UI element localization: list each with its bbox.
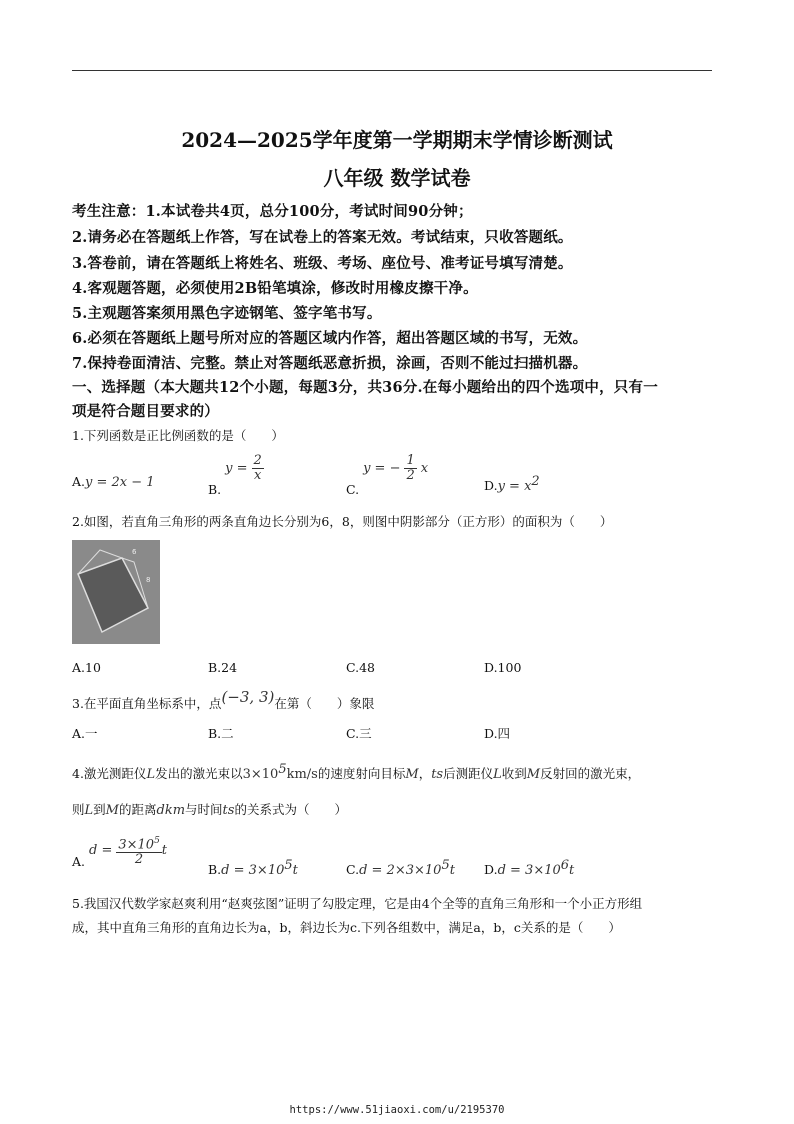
note-line: 7.保持卷面清洁、完整。禁止对答题纸恶意折损，涂画，否则不能过扫描机器。 xyxy=(72,355,588,372)
var-L: L xyxy=(84,803,94,818)
text: 反射回的激光束， xyxy=(540,766,641,782)
exam-subtitle: 八年级 数学试卷 xyxy=(323,166,471,190)
q3-option-b[interactable]: B.二 xyxy=(208,726,234,741)
var-t: t xyxy=(569,863,575,879)
q2-option-b[interactable]: B.24 xyxy=(208,660,238,675)
q3-stem-b: 在第（ ）象限 xyxy=(274,696,375,711)
option-label: D. xyxy=(484,478,498,494)
var-M: M xyxy=(405,767,419,783)
frac-num xyxy=(116,834,161,853)
header-rule xyxy=(72,70,712,71)
question-4-line1 xyxy=(72,762,640,782)
q1-option-a[interactable] xyxy=(72,474,155,490)
exponent: 5 xyxy=(278,762,287,777)
exponent: 5 xyxy=(154,836,160,846)
question-2-stem: 2.如图，若直角三角形的两条直角边长分别为6，8，则图中阴影部分（正方形）的面积为（ ） xyxy=(72,514,613,529)
option-label: C. xyxy=(346,482,360,497)
frac-den: 2 xyxy=(406,468,415,483)
text: 与时间 xyxy=(185,802,223,817)
exponent: 5 xyxy=(284,858,293,873)
var-L: L xyxy=(493,767,502,783)
note-line: 考生注意：1.本试卷共4页，总分100分，考试时间90分钟； xyxy=(72,203,473,220)
note-line: 6.必须在答题纸上题号所对应的答题区域内作答，超出答题区域的书写，无效。 xyxy=(72,330,588,347)
pythagoras-figure xyxy=(72,540,160,644)
option-label: B. xyxy=(208,862,222,878)
speed-value: 3×10 xyxy=(242,767,279,783)
shaded-square xyxy=(78,558,151,632)
text: 收到 xyxy=(501,766,527,782)
q1-option-d[interactable] xyxy=(484,474,540,494)
question-5-line2: 成，其中直角三角形的直角边长为a，b，斜边长为c.下列各组数中，满足a，b，c关系的是（ ） xyxy=(72,920,621,935)
note-line: 4.客观题答题，必须使用2B铅笔填涂，修改时用橡皮擦干净。 xyxy=(72,280,478,297)
question-4-line2 xyxy=(72,800,347,818)
q4-option-b[interactable] xyxy=(208,858,298,878)
frac-num: 1 xyxy=(406,453,415,468)
q1-d-formula: y = x xyxy=(497,479,532,495)
q1-option-c[interactable] xyxy=(346,453,429,497)
var-ts: ts xyxy=(222,803,235,818)
frac-den: 2 xyxy=(134,852,144,868)
question-1-stem: 1.下列函数是正比例函数的是（ ） xyxy=(72,428,284,443)
var-M: M xyxy=(105,803,119,818)
option-label: C. xyxy=(346,862,360,878)
q3-stem-a: 3.在平面直角坐标系中，点 xyxy=(72,696,222,711)
section-heading-cont: 项是符合题目要求的） xyxy=(72,403,219,420)
q4-a-lhs: d = xyxy=(89,843,113,859)
text: 发出的激光束以 xyxy=(155,766,243,782)
q1-c-lhs: y = − xyxy=(363,461,401,476)
q3-point: (−3, 3) xyxy=(221,688,275,706)
q3-option-a[interactable]: A.一 xyxy=(72,726,98,741)
text: 后测距仪 xyxy=(443,766,494,782)
q3-option-c[interactable]: C.三 xyxy=(346,726,372,741)
option-label: A. xyxy=(72,854,86,870)
text: ， xyxy=(418,766,432,782)
question-3-stem xyxy=(72,688,375,712)
var-L: L xyxy=(146,767,156,783)
q2-option-d[interactable]: D.100 xyxy=(484,660,522,675)
q4-d-formula: d = 3×10 xyxy=(497,863,561,879)
footer-url[interactable]: https://www.51jiaoxi.com/u/2195370 xyxy=(289,1104,505,1116)
text: 到 xyxy=(93,802,106,817)
frac-den: x xyxy=(253,468,262,483)
label-8: 8 xyxy=(146,576,151,584)
label-6: 6 xyxy=(132,548,137,556)
q2-option-c[interactable]: C.48 xyxy=(346,660,375,675)
q4-option-d[interactable] xyxy=(484,858,574,878)
text: 4.激光测距仪 xyxy=(72,766,147,782)
q1-option-b[interactable] xyxy=(208,453,264,497)
text: 的距离 xyxy=(118,802,157,817)
var-t: t xyxy=(292,863,298,879)
note-line: 5.主观题答案须用黑色字迹钢笔、签字笔书写。 xyxy=(72,305,382,322)
section-heading: 一、选择题（本大题共12个小题，每题3分，共36分.在每小题给出的四个选项中，只有一 xyxy=(72,379,658,396)
var-t: t xyxy=(449,863,455,879)
option-label: B. xyxy=(208,482,222,497)
exam-title: 2024—2025学年度第一学期期末学情诊断测试 xyxy=(181,128,613,152)
q1-c-rhs: x xyxy=(420,461,429,476)
note-line: 2.请务必在答题纸上作答，写在试卷上的答案无效。考试结束，只收答题纸。 xyxy=(72,229,573,246)
question-5-line1: 5.我国汉代数学家赵爽利用“赵爽弦图”证明了勾股定理，它是由4个全等的直角三角形和一个小正方形组 xyxy=(72,896,643,911)
q4-b-formula: d = 3×10 xyxy=(221,863,285,879)
exponent: 2 xyxy=(531,474,540,489)
num-text: 3×10 xyxy=(118,837,155,853)
option-label: D. xyxy=(484,862,498,878)
q1-b-lhs: y = xyxy=(225,461,248,476)
q2-option-a[interactable]: A.10 xyxy=(72,660,101,675)
q1-c-fraction xyxy=(404,454,416,483)
var-ts: ts xyxy=(431,767,444,783)
var-M: M xyxy=(526,767,541,783)
frac-num: 2 xyxy=(253,453,262,468)
q1-a-formula: y = 2x − 1 xyxy=(85,475,155,490)
note-line: 3.答卷前，请在答题纸上将姓名、班级、考场、座位号、准考证号填写清楚。 xyxy=(72,255,573,272)
text: 的速度射向目标 xyxy=(317,766,406,782)
q1-b-fraction xyxy=(252,454,264,483)
option-label: A. xyxy=(72,474,86,489)
var-dkm: dkm xyxy=(156,803,186,818)
q4-option-a[interactable] xyxy=(72,834,168,870)
exponent: 5 xyxy=(441,858,450,873)
figure-svg xyxy=(72,540,160,644)
q3-option-d[interactable]: D.四 xyxy=(484,726,511,741)
q4-option-c[interactable] xyxy=(346,858,455,878)
text: 的关系式为（ ） xyxy=(234,802,347,817)
text: 则 xyxy=(72,802,85,817)
q4-a-rhs: t xyxy=(161,843,168,859)
q4-a-fraction xyxy=(116,834,161,867)
q4-c-formula: d = 2×3×10 xyxy=(359,863,442,879)
speed-unit: km/s xyxy=(286,767,318,783)
exponent: 6 xyxy=(560,858,570,873)
